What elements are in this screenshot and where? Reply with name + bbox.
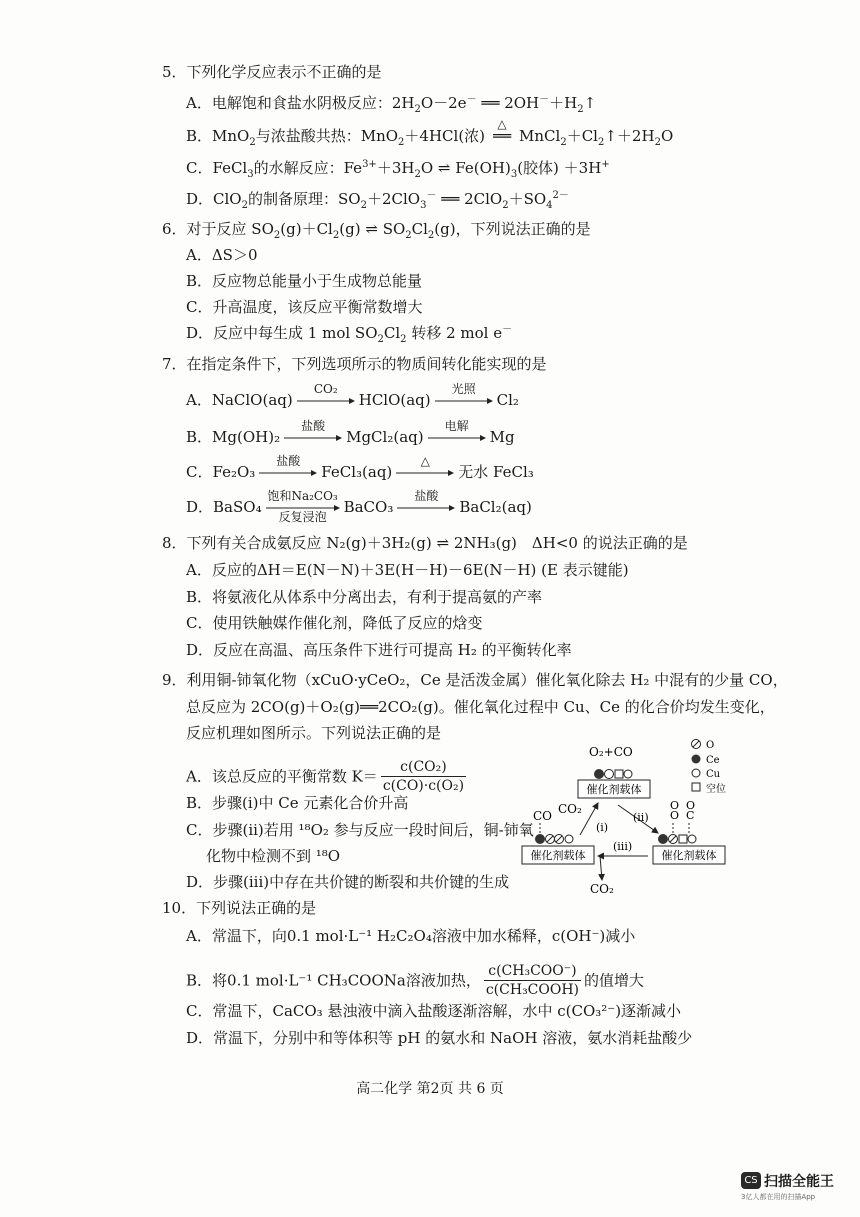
q6-option-d: D．反应中每生成 1 mol $SO_2Cl_2$ 转移 2 mol e－	[186, 324, 513, 345]
legend-vacancy: 空位	[706, 784, 726, 795]
q8-option-d: D．反应在高温、高压条件下进行可提高 H₂ 的平衡转化率	[186, 641, 572, 659]
step-iii-label: (iii)	[613, 840, 633, 853]
vacancy-legend-icon	[692, 783, 700, 791]
q8-option-c: C．使用铁触媒作催化剂，降低了反应的焓变	[186, 614, 483, 632]
legend-ce: Ce	[706, 755, 720, 766]
watermark-name: 扫描全能王	[764, 1173, 834, 1190]
q6-option-c: C．升高温度，该反应平衡常数增大	[186, 298, 423, 316]
q7-option-c: C．Fe₂O₃ 盐酸 FeCl₃(aq) △ 无水 FeCl₃	[186, 454, 534, 481]
cu-atom-icon	[605, 770, 614, 779]
co2-label: CO₂	[558, 802, 582, 816]
q7-option-a: A．NaClO(aq) CO₂ HClO(aq) 光照 Cl₂	[186, 382, 519, 409]
q10-option-d: D．常温下，分别中和等体积等 pH 的氨水和 NaOH 溶液，氨水消耗盐酸少	[186, 1029, 693, 1047]
question-10-stem: 10．下列说法正确的是	[162, 899, 317, 917]
reaction-arrow: 电解	[428, 428, 486, 448]
cs-logo-icon: CS	[741, 1172, 761, 1189]
q5-option-b: B．MnO$_2$与浓盐酸共热：MnO$_2$＋4HCl(浓) △ ══ $MnCl_2+Cl_2↑+2H_2O$	[186, 117, 674, 148]
step-i-label: (i)	[596, 821, 609, 834]
carrier-label: 催化剂载体	[530, 849, 586, 862]
step-ii-label: (ii)	[633, 811, 649, 824]
q6-option-b: B．反应物总能量小于生成物总能量	[186, 272, 423, 290]
q7-option-b: B．Mg(OH)₂ 盐酸 MgCl₂(aq) 电解 Mg	[186, 419, 515, 446]
cu-atom-icon	[624, 770, 632, 778]
cu-legend-icon	[692, 769, 700, 777]
q7-option-d: D．BaSO₄ 饱和Na₂CO₃ 反复浸泡 BaCO₃ 盐酸 BaCl₂(aq)	[186, 489, 532, 524]
reaction-arrow: 光照	[435, 391, 493, 411]
question-8-stem: 8．下列有关合成氨反应 N₂(g)＋3H₂(g) ⇌ 2NH₃(g) ΔH<0 的说法正确的是	[162, 534, 688, 552]
q9-option-c-line-2: 化物中检测不到 ¹⁸O	[206, 847, 341, 865]
q5-option-a: A．电解饱和食盐水阴极反应：$2H_2O-2e^-$ ══ $2OH^-+H_2↑$	[186, 94, 597, 115]
reaction-arrow: △	[396, 463, 454, 483]
question-9-line-3: 反应机理如图所示。下列说法正确的是	[186, 724, 442, 742]
q9-option-d: D．步骤(iii)中存在共价键的断裂和共价键的生成	[186, 873, 510, 891]
q5-option-c: C．FeCl$_3$的水解反应：$Fe^{3+}+3H_2O$ ⇌ $Fe(OH)_3$(胶体) ＋3H+	[186, 159, 610, 180]
o-label: O	[670, 809, 680, 822]
question-5-stem: 5．下列化学反应表示不正确的是	[162, 63, 382, 81]
q10-option-c: C．常温下，CaCO₃ 悬浊液中滴入盐酸逐渐溶解，水中 c(CO₃²⁻)逐渐减小	[186, 1002, 682, 1020]
q10-option-a: A．常温下，向0.1 mol·L⁻¹ H₂C₂O₄溶液中加水稀释，c(OH⁻)减小	[186, 927, 636, 945]
ratio-fraction: $\frac{\text{c(CH₃COO⁻)}}{\text{c(CH₃COOH)}}$	[485, 963, 580, 998]
co2-label: CO₂	[590, 882, 614, 896]
q9-option-b: B．步骤(i)中 Ce 元素化合价升高	[186, 794, 409, 812]
question-6-stem: 6．对于反应 $SO_2(g)+Cl_2(g)$ ⇌ $SO_2Cl_2(g)$，下列说法正确的是	[162, 220, 591, 241]
q8-option-b: B．将氨液化从体系中分离出去，有利于提高氨的产率	[186, 588, 543, 606]
ce-atom-icon	[594, 769, 604, 779]
reaction-arrow: 盐酸	[284, 428, 342, 448]
reaction-arrow: CO₂	[297, 391, 355, 411]
question-9-line-1: 9．利用铜-铈氧化物（xCuO·yCeO₂，Ce 是活泼金属）催化氧化除去 H₂ 中混有的少量 CO，	[162, 671, 788, 689]
q10-option-b: B．将0.1 mol·L⁻¹ CH₃COONa溶液加热， $\frac{\text{c(CH₃COO⁻)}}{\text{c(CH₃COOH)}}$ 的值增大	[186, 963, 645, 998]
reaction-arrow: 盐酸	[259, 463, 317, 483]
o-label: O	[686, 799, 696, 812]
q9-option-a: A．该总反应的平衡常数 K＝ $\frac{\text{c(CO₂)}}{\text{c(CO)·c(O₂)}}$	[186, 759, 465, 794]
watermark-slogan: 3亿人都在用的扫描App	[741, 1193, 816, 1201]
question-7-stem: 7．在指定条件下，下列选项所示的物质间转化能实现的是	[162, 355, 547, 373]
equilibrium-fraction: $\frac{\text{c(CO₂)}}{\text{c(CO)·c(O₂)}}$	[382, 759, 465, 794]
q9-option-c-line-1: C．步骤(ii)若用 ¹⁸O₂ 参与反应一段时间后，铜-铈氧	[186, 821, 534, 839]
q5-option-d: D．ClO$_2$的制备原理：$SO_2+2ClO_3^-$ ══ $2ClO_2+SO_4^{2-}$	[186, 190, 569, 211]
o-label: O	[670, 799, 680, 812]
page-footer: 高二化学 第2页 共 6 页	[356, 1081, 504, 1097]
reactant-label: O₂+CO	[589, 745, 633, 759]
vacancy-icon	[615, 770, 623, 778]
ce-legend-icon	[692, 755, 701, 764]
reaction-mechanism-diagram	[518, 735, 740, 900]
reaction-arrow: 盐酸	[397, 498, 455, 518]
scanner-watermark	[741, 1170, 834, 1201]
question-9-line-2: 总反应为 2CO(g)＋O₂(g)══2CO₂(g)。催化氧化过程中 Cu、Ce 的化合价均发生变化，	[186, 698, 775, 716]
carrier-label: 催化剂载体	[586, 783, 642, 796]
legend-o: O	[706, 740, 715, 751]
q8-option-a: A．反应的ΔH＝E(N－N)＋3E(H－H)－6E(N－H) (E 表示键能)	[186, 561, 629, 579]
reaction-arrow: 饱和Na₂CO₃ 反复浸泡	[267, 489, 338, 524]
legend-cu: Cu	[706, 769, 721, 780]
c-label: C	[686, 809, 695, 822]
q6-option-a: A．ΔS＞0	[186, 246, 258, 264]
co-label: CO	[533, 809, 553, 823]
carrier-label: 催化剂载体	[661, 849, 717, 862]
